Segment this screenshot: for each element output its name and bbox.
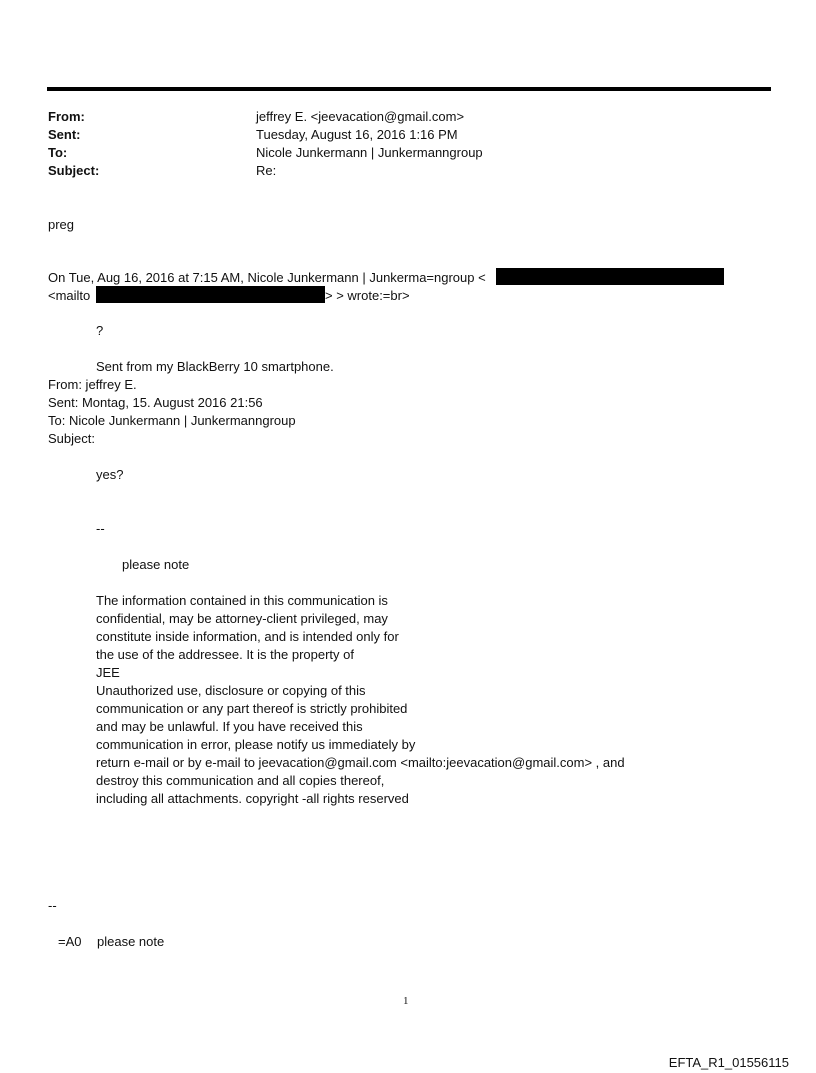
disclaimer-line: constitute inside information, and is intended only for	[96, 629, 399, 644]
sent-value: Tuesday, August 16, 2016 1:16 PM	[256, 127, 458, 142]
disclaimer-line: and may be unlawful. If you have received this	[96, 719, 363, 734]
disclaimer-line: destroy this communication and all copies thereof,	[96, 773, 385, 788]
redaction-block	[96, 286, 325, 303]
document-id: EFTA_R1_01556115	[668, 1055, 789, 1070]
quote-line-2-start: <mailto	[48, 288, 91, 303]
to-label: To:	[48, 145, 68, 160]
reply-text: preg	[48, 217, 75, 232]
bottom-please-note: please note	[97, 934, 165, 949]
page-number: 1	[403, 995, 409, 1007]
sent-label: Sent:	[48, 127, 81, 142]
disclaimer-line: JEE	[96, 665, 120, 680]
please-note-text: please note	[122, 557, 190, 572]
disclaimer-line: Unauthorized use, disclosure or copying of this	[96, 683, 366, 698]
disclaimer-line: communication in error, please notify us immediately by	[96, 737, 416, 752]
quote-line-2-end: > > wrote:=br>	[325, 288, 410, 303]
forward-sent: Sent: Montag, 15. August 2016 21:56	[48, 395, 263, 410]
redaction-block	[496, 268, 724, 285]
forward-subject: Subject:	[48, 431, 95, 446]
bottom-dashes: --	[48, 898, 57, 913]
forward-from: From: jeffrey E.	[48, 377, 137, 392]
disclaimer-line: confidential, may be attorney-client privileged, may	[96, 611, 388, 626]
header-rule	[47, 87, 771, 91]
to-value: Nicole Junkermann | Junkermanngroup	[256, 145, 483, 160]
from-value: jeffrey E. <jeevacation@gmail.com>	[256, 109, 465, 124]
disclaimer-line: the use of the addressee. It is the property of	[96, 647, 354, 662]
disclaimer-line: including all attachments. copyright -all rights reserved	[96, 791, 409, 806]
subject-label: Subject:	[48, 163, 100, 178]
blackberry-signature: Sent from my BlackBerry 10 smartphone.	[96, 359, 334, 374]
question-text: ?	[96, 323, 104, 338]
yes-text: yes?	[96, 467, 124, 482]
bottom-a0: =A0	[58, 934, 82, 949]
disclaimer-line: The information contained in this communication is	[96, 593, 388, 608]
disclaimer-line: communication or any part thereof is strictly prohibited	[96, 701, 408, 716]
disclaimer-line: return e-mail or by e-mail to jeevacation@gmail.com <mailto:jeevacation@gmail.com> , and	[96, 755, 625, 770]
subject-value: Re:	[256, 163, 277, 178]
forward-to: To: Nicole Junkermann | Junkermanngroup	[48, 413, 296, 428]
from-label: From:	[48, 109, 85, 124]
quote-line-1: On Tue, Aug 16, 2016 at 7:15 AM, Nicole Junkermann | Junkerma=ngroup <	[48, 270, 486, 285]
signature-dashes: --	[96, 521, 105, 536]
